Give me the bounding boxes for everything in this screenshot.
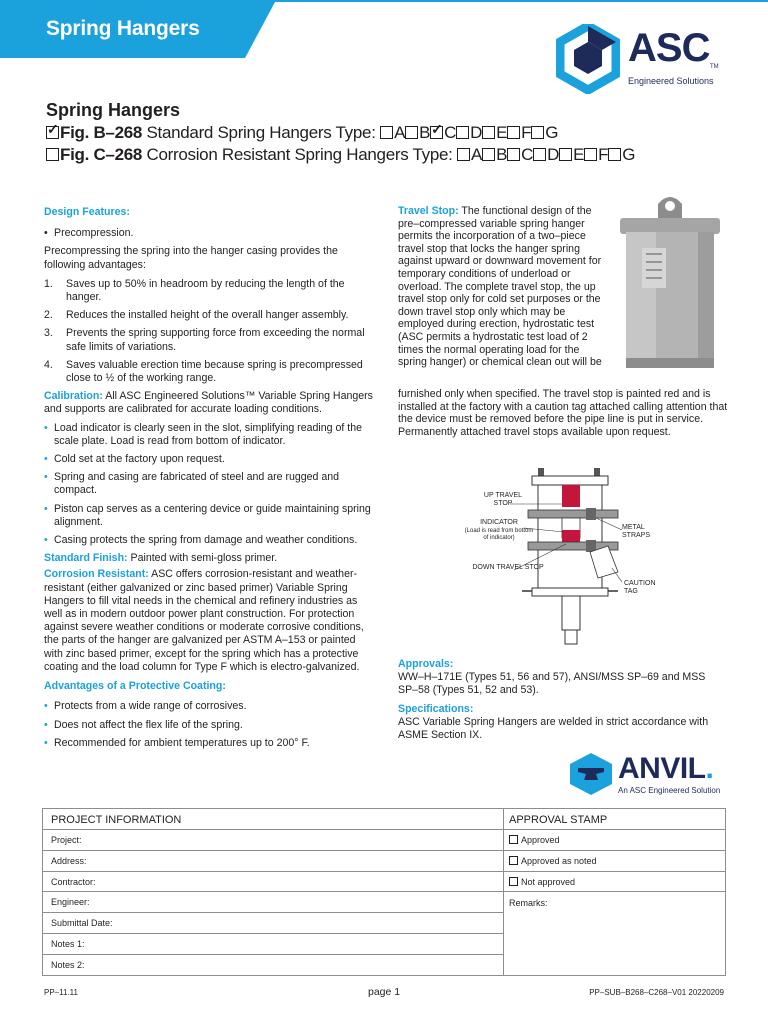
item-number: 4. [44, 358, 53, 371]
list-item: • Recommended for ambient temperatures up to 200° F. [44, 737, 374, 750]
down-travel-stop-label: DOWN TRAVEL STOP [472, 564, 544, 571]
design-features-heading: Design Features: [44, 206, 130, 218]
project-field-label[interactable]: Submittal Date: [51, 918, 113, 929]
list-item: • Casing protects the spring from damage and weather conditions. [44, 534, 374, 547]
table-row-line [43, 871, 503, 872]
corrosion-paragraph [44, 568, 374, 674]
list-item: • Piston cap serves as a centering device or guide maintaining spring alignment. [44, 503, 374, 529]
precompression-bullet: • Precompression. [44, 227, 374, 240]
item-text: Saves up to 50% in headroom by reducing the length of the hanger. [66, 277, 345, 304]
left-column [44, 206, 374, 755]
fig-b-type-checkbox[interactable] [482, 126, 495, 139]
fig-c-type-checkbox[interactable] [559, 148, 572, 161]
list-item: • Spring and casing are fabricated of steel and are rugged and compact. [44, 471, 374, 497]
fig-c-type-label: B [496, 145, 508, 164]
approval-option-label: Approved [521, 835, 560, 845]
item-number: 3. [44, 327, 53, 340]
numbered-item [44, 327, 374, 353]
fig-b-type-checkbox[interactable] [531, 126, 544, 139]
fig-b-line [46, 123, 558, 143]
project-field-label[interactable]: Notes 2: [51, 959, 85, 970]
list-item: • Cold set at the factory upon request. [44, 453, 374, 466]
spring-hanger-photo [618, 196, 722, 376]
travel-stop-paragraph-cont: furnished only when specified. The travel stop is painted red and is installed at the factory with a caution tag attached calling attention that the device must be removed before the pipe line is put in service. Permanently attached travel stops available upon request. [398, 388, 728, 438]
advantages-numbered-list [44, 278, 374, 385]
asc-logo [556, 24, 726, 96]
fig-c-type-checkbox[interactable] [584, 148, 597, 161]
travel-stop-heading: Travel Stop: [398, 205, 459, 217]
anvil-tagline: An ASC Engineered Solution [618, 786, 721, 795]
asc-hex-icon [556, 24, 620, 94]
banner-title: Spring Hangers [46, 17, 200, 40]
project-field-label[interactable]: Contractor: [51, 876, 96, 887]
approval-option-label: Approved as noted [521, 855, 597, 866]
approval-stamp-header: APPROVAL STAMP [509, 814, 608, 826]
table-row-line [43, 829, 725, 830]
table-row-line [43, 850, 503, 851]
anvil-name: ANVIL [618, 752, 706, 785]
fig-b-type-checkbox[interactable] [507, 126, 520, 139]
fig-c-type-checkbox[interactable] [482, 148, 495, 161]
approval-option[interactable] [509, 835, 560, 845]
fig-b-type-label: E [496, 123, 508, 142]
metal-straps-label: METAL STRAPS [622, 524, 651, 539]
item-text: Reduces the installed height of the overall hanger assembly. [66, 309, 349, 322]
project-field-label[interactable]: Address: [51, 855, 87, 866]
fig-c-type-label: F [598, 145, 609, 164]
fig-c-type-checkbox[interactable] [507, 148, 520, 161]
indicator-label: INDICATOR [480, 519, 518, 526]
fig-b-text: Standard Spring Hangers Type: [146, 123, 376, 142]
table-row-line [43, 954, 503, 955]
approval-checkbox[interactable] [509, 835, 518, 844]
calibration-paragraph [44, 390, 374, 416]
travel-stop-paragraph [398, 205, 610, 369]
fig-c-label: Fig. C–268 [60, 145, 143, 164]
finish-text: Painted with semi-gloss primer. [130, 552, 278, 565]
project-info-table [42, 808, 726, 976]
anvil-wordmark [618, 752, 713, 786]
footer-left: PP–11.11 [44, 988, 78, 997]
list-item: • Does not affect the flex life of the spring. [44, 719, 374, 732]
numbered-item [44, 359, 374, 385]
page-title: Spring Hangers [46, 100, 181, 120]
fig-b-type-options [380, 123, 558, 142]
item-number: 1. [44, 277, 53, 290]
page-number: page 1 [368, 986, 401, 998]
list-item: • Load indicator is clearly seen in the slot, simplifying reading of the scale plate. Load is read from bottom of indicator. [44, 422, 374, 448]
asc-tagline: Engineered Solutions [628, 76, 714, 86]
fig-b-label: Fig. B–268 [60, 123, 143, 142]
calibration-text: All ASC Engineered Solutions™ Variable Spring Hangers and supports are calibrated for accurate loading conditions. [44, 390, 373, 416]
fig-b-type-label: D [470, 123, 483, 142]
fig-b-type-label: C [444, 123, 457, 142]
fig-c-type-label: E [573, 145, 585, 164]
approvals-text: WW–H–171E (Types 51, 56 and 57), ANSI/MSS SP–69 and MSS SP–58 (Types 51, 52 and 53). [398, 671, 706, 696]
fig-c-type-checkbox[interactable] [457, 148, 470, 161]
fig-b-type-checkbox[interactable] [456, 126, 469, 139]
calibration-heading: Calibration: [44, 390, 103, 403]
approval-row-line [504, 871, 725, 872]
corrosion-heading: Corrosion Resistant: [44, 568, 149, 581]
approval-option[interactable] [509, 877, 575, 887]
fig-c-type-label: D [547, 145, 560, 164]
travel-stop-diagram [462, 466, 682, 648]
advantages-heading: Advantages of a Protective Coating: [44, 680, 226, 693]
project-field-label[interactable]: Project: [51, 835, 82, 845]
anvil-logo [568, 752, 728, 798]
table-row-line [43, 912, 503, 913]
anvil-hex-icon [568, 752, 614, 796]
approval-row-line [504, 850, 725, 851]
corrosion-text: ASC offers corrosion-resistant and weather-resistant (either galvanized or zinc based primer) Variable Spring Hangers to fill vital needs in the chemical and refinery industries as well as in modern outdoor power plant construction. For protection against severe weather conditions or moderate corrosive conditions, the parts of the hanger are galvanized per ASTM A–153 or painted with zinc based primer, except for the spring which has a protective coating and the load column for Type F which is electro-galvanized. [44, 568, 364, 673]
fig-b-type-label: F [521, 123, 532, 142]
fig-b-type-label: B [419, 123, 431, 142]
finish-heading: Standard Finish: [44, 552, 128, 565]
indicator-note: (Load is read from bottom of indicator) [464, 528, 534, 541]
travel-stop-text-1: The functional design of the pre–compressed variable spring hanger permits the incorporation of a two–piece travel stop that locks the hanger spring against upward or downward movement for temporary conditions of underload or overload. The complete travel stop, the up travel stop only for cold set purposes or the down travel stop only which may be employed during erection, hydrostatic test (ASC permits a hydrostatic test load of 2 times the normal operating load for the spring hanger) or chemical clean out will be [398, 205, 602, 369]
list-item: • Protects from a wide range of corrosives. [44, 700, 374, 713]
approval-checkbox[interactable] [509, 856, 518, 865]
caution-tag-label: CAUTION TAG [624, 580, 656, 595]
fig-b-type-label: A [394, 123, 406, 142]
item-number: 2. [44, 309, 53, 322]
project-field-label[interactable]: Notes 1: [51, 939, 85, 949]
fig-c-type-label: G [622, 145, 636, 164]
fig-b-checkbox[interactable] [46, 126, 59, 139]
table-row-line [43, 933, 503, 934]
fig-c-line [46, 145, 635, 165]
approval-option-label: Not approved [521, 876, 576, 887]
fig-b-type-checkbox[interactable] [380, 126, 393, 139]
fig-c-text: Corrosion Resistant Spring Hangers Type: [146, 145, 453, 164]
anvil-dot: . [705, 752, 714, 785]
calibration-bullet-list [44, 422, 374, 548]
fig-b-type-label: G [545, 123, 559, 142]
item-text: Saves valuable erection time because spring is precompressed close to ½ of the working range. [66, 358, 363, 385]
advantages-bullet-list [44, 700, 374, 750]
approvals-heading: Approvals: [398, 658, 454, 670]
approval-checkbox[interactable] [509, 877, 518, 886]
approval-row-line [504, 891, 725, 892]
footer-doc-id: PP–SUB–B268–C268–V01 20220209 [589, 988, 724, 997]
finish-paragraph [44, 552, 374, 565]
fig-c-type-label: C [521, 145, 534, 164]
numbered-item [44, 309, 374, 322]
fig-c-type-checkbox[interactable] [608, 148, 621, 161]
up-travel-stop-label: UP TRAVEL STOP [483, 492, 523, 507]
fig-c-type-label: A [471, 145, 483, 164]
fig-c-type-checkbox[interactable] [533, 148, 546, 161]
project-info-header: PROJECT INFORMATION [51, 814, 182, 826]
approval-option[interactable] [509, 856, 597, 866]
precompress-intro: Precompressing the spring into the hanger casing provides the following advantages: [44, 245, 338, 271]
asc-trademark: TM [710, 64, 719, 70]
remarks-label: Remarks: [509, 898, 548, 908]
numbered-item [44, 278, 374, 304]
fig-b-type-checkbox[interactable] [405, 126, 418, 139]
specifications-heading: Specifications: [398, 703, 474, 715]
project-field-label[interactable]: Engineer: [51, 897, 90, 908]
asc-wordmark: ASC [628, 26, 710, 70]
approvals-specs-block [398, 658, 728, 742]
specifications-text: ASC Variable Spring Hangers are welded in strict accordance with ASME Section IX. [398, 716, 709, 741]
fig-c-checkbox[interactable] [46, 148, 59, 161]
fig-c-type-options [457, 145, 635, 164]
item-text: Prevents the spring supporting force from exceeding the normal safe limits of variations. [66, 327, 365, 353]
table-row-line [43, 891, 503, 892]
fig-b-type-checkbox[interactable] [430, 126, 443, 139]
